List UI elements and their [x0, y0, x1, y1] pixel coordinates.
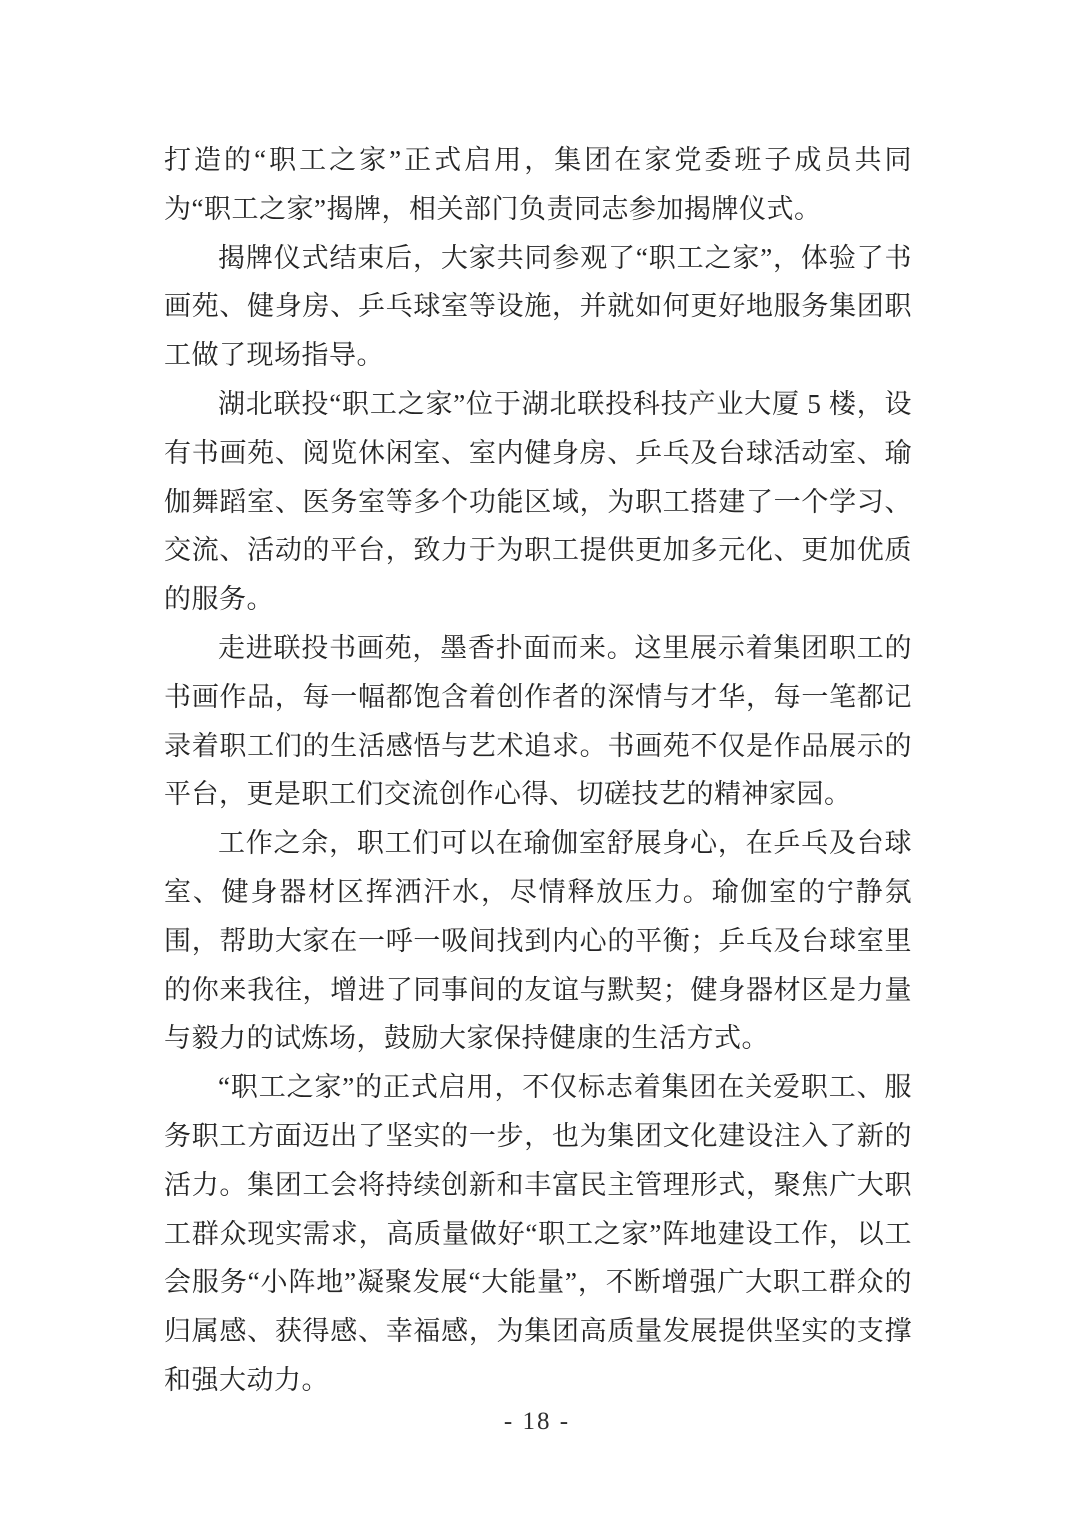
- paragraph: “职工之家”的正式启用，不仅标志着集团在关爱职工、服务职工方面迈出了坚实的一步，也为集团文化建设注入了新的活力。集团工会将持续创新和丰富民主管理形式，聚焦广大职工群众现实需求，高质量做好“职工之家”阵地建设工作，以工会服务“小阵地”凝聚发展“大能量”，不断增强广大职工群众的归属感、获得感、幸福感，为集团高质量发展提供坚实的支撑和强大动力。: [164, 1072, 912, 1395]
- page-number: - 18 -: [503, 1408, 571, 1435]
- paragraph: 打造的“职工之家”正式启用，集团在家党委班子成员共同为“职工之家”揭牌，相关部门负责同志参加揭牌仪式。: [164, 145, 912, 224]
- paragraph: 走进联投书画苑，墨香扑面而来。这里展示着集团职工的书画作品，每一幅都饱含着创作者的深情与才华，每一笔都记录着职工们的生活感悟与艺术追求。书画苑不仅是作品展示的平台，更是职工们交流创作心得、切磋技艺的精神家园。: [164, 632, 912, 810]
- paragraph: 揭牌仪式结束后，大家共同参观了“职工之家”，体验了书画苑、健身房、乒乓球室等设施，并就如何更好地服务集团职工做了现场指导。: [164, 242, 912, 371]
- text-content: [164, 136, 912, 1405]
- paragraph: 湖北联投“职工之家”位于湖北联投科技产业大厦 5 楼，设有书画苑、阅览休闲室、室内健身房、乒乓及台球活动室、瑜伽舞蹈室、医务室等多个功能区域，为职工搭建了一个学习、交流、活动的平台，致力于为职工提供更加多元化、更加优质的服务。: [164, 388, 912, 615]
- paragraph: 工作之余，职工们可以在瑜伽室舒展身心，在乒乓及台球室、健身器材区挥洒汗水，尽情释放压力。瑜伽室的宁静氛围，帮助大家在一呼一吸间找到内心的平衡；乒乓及台球室里的你来我往，增进了同事间的友谊与默契；健身器材区是力量与毅力的试炼场，鼓励大家保持健康的生活方式。: [164, 828, 912, 1054]
